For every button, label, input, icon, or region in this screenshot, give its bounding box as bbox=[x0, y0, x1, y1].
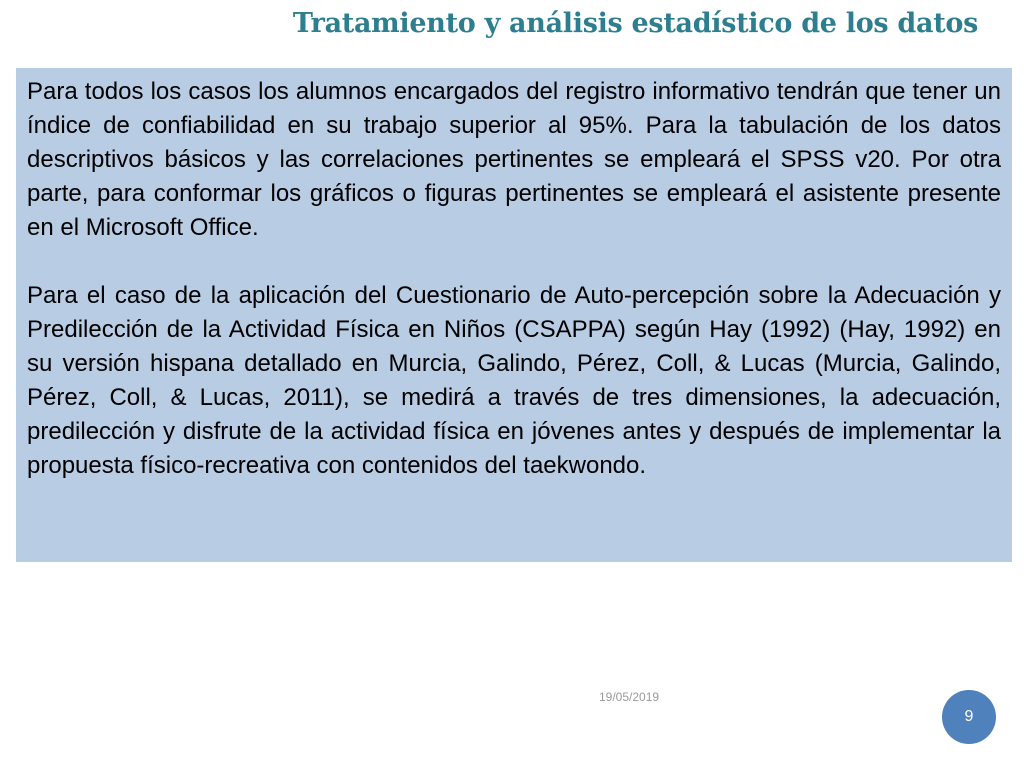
page-number-badge: 9 bbox=[942, 690, 996, 744]
footer-date: 19/05/2019 bbox=[599, 690, 660, 704]
slide-title: Tratamiento y análisis estadístico de los datos bbox=[292, 8, 978, 39]
paragraph-methods: Para todos los casos los alumnos encargados del registro informativo tendrán que tener un índice de confiabilidad en su trabajo superior al 95%. Para la tabulación de los datos descriptivos básicos y las correlaciones pertinentes se empleará el SPSS v20. Por otra parte, para conformar los gráficos o figuras pertinentes se empleará el asistente presente en el Microsoft Office. bbox=[27, 78, 1001, 241]
paragraph-csappa: Para el caso de la aplicación del Cuestionario de Auto-percepción sobre la Adecuación y Predilección de la Actividad Física en Niños (CSAPPA) según Hay (1992) (Hay, 1992) en su versión hispana detallado en Murcia, Galindo, Pérez, Coll, & Lucas (Murcia, Galindo, Pérez, Coll, & Lucas, 2011), se medirá a través de tres dimensiones, la adecuación, predilección y disfrute de la actividad física en jóvenes antes y después de implementar la propuesta físico-recreativa con contenidos del taekwondo. bbox=[27, 282, 1001, 479]
content-box bbox=[16, 68, 1012, 562]
